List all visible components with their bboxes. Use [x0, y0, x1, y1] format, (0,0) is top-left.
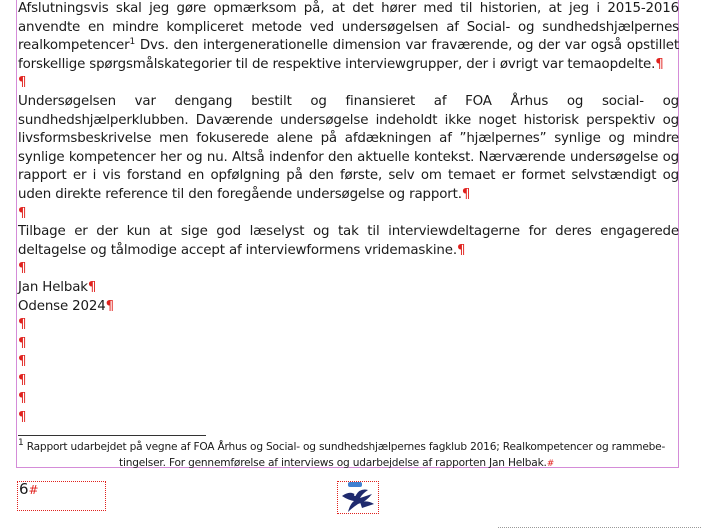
empty-paragraph: ¶ [18, 75, 27, 91]
paragraph: Undersøgelsen var dengang bestilt og finansieret af FOA Århus og social- og sundhedshjælperklubben. Daværende undersøgelse indeholdt ikke noget historisk perspektiv og livsformsbeskrivelse men fokuserede alene på afdækningen af ”hjælpernes” synlige og mindre synlige kompetencer her og nu. Altså indenfor den aktuelle kontekst. Nærværende undersøgelse og rapport er i vis forstand en opfølgning på den første, selv om temaet er formet selvstændigt og uden direkte reference til den foregående undersøgelse og rapport.¶ [18, 93, 679, 202]
pilcrow-mark: ¶ [456, 242, 466, 258]
empty-paragraph: ¶ [18, 410, 27, 426]
empty-paragraph: ¶ [18, 205, 27, 221]
footnote-marker: 1 [18, 438, 24, 448]
pilcrow-mark: ¶ [461, 186, 471, 202]
signature-name: Jan Helbak¶ [18, 279, 97, 295]
paragraph: Afslutningsvis skal jeg gøre opmærksom på, at det hører med til historien, at jeg i 2015-2016 anvendte en mindre kompliceret metode ved undersøgelsen af Social- og sundhedshjælpernes realkompetencer$^1$ Dvs. den intergenerationelle dimension var fraværende, og der var også opstillet forskellige spørgsmålskategorier til de respektive interviewgrupper, der i øvrigt var temaopdelte.¶ [18, 1, 679, 72]
page-number: 6# [19, 480, 39, 498]
footnote-line-2: tingelser. For gennemførelse af interviews og udarbejdelse af rapporten Jan Helbak.# [119, 456, 555, 469]
logo-frame[interactable] [337, 481, 379, 514]
empty-paragraph: ¶ [18, 261, 27, 277]
paragraph: Tilbage er der kun at sige god læselyst og tak til interviewdeltagerne for deres engagerede deltagelse og tålmodige accept af interviewformens vridemaskine.¶ [18, 224, 679, 258]
frame-edge-guide [498, 527, 701, 528]
footnote-line-1: Rapport udarbejdet på vegne af FOA Århus og Social- og sundhedshjælpernes fagklub 2016; Realkompetencer og rammebe- [26, 441, 666, 453]
footnote-reference[interactable]: 1 [129, 37, 136, 48]
page-number-mark: # [28, 483, 39, 497]
empty-paragraph: ¶ [18, 354, 27, 370]
footnote[interactable] [18, 440, 679, 472]
birds-logo-icon [340, 482, 378, 514]
signature-place-year: Odense 2024¶ [18, 298, 115, 314]
pilcrow-mark: ¶ [655, 56, 664, 72]
empty-paragraph: ¶ [18, 317, 27, 333]
footnote-separator [18, 435, 206, 436]
empty-paragraph: ¶ [18, 391, 27, 407]
document-body[interactable] [18, 0, 679, 428]
empty-paragraph: ¶ [18, 372, 27, 388]
footnote-end-mark: # [546, 458, 555, 469]
empty-paragraph: ¶ [18, 335, 27, 351]
